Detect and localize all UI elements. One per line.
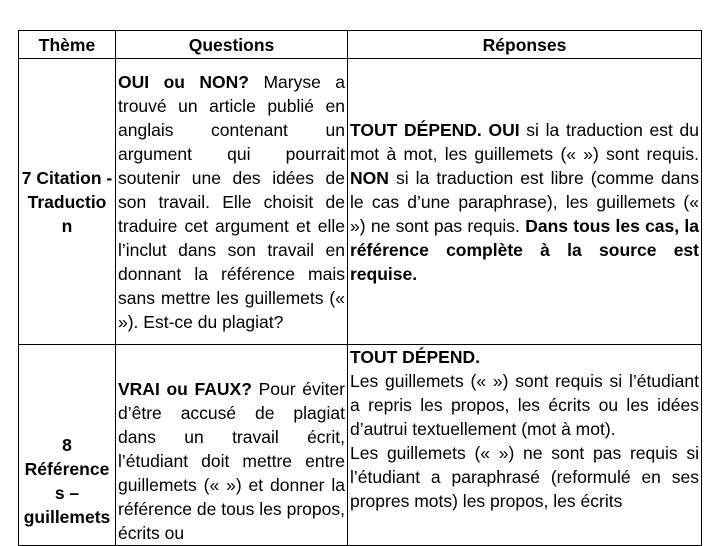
theme-cell: 7 Citation - Traductio n (19, 59, 116, 345)
answer-bold-2: NON (350, 167, 389, 188)
answer-wrap (350, 345, 699, 545)
question-cell (116, 59, 348, 345)
header-row (19, 31, 702, 59)
answer-cell (348, 345, 702, 546)
question-cell (116, 345, 348, 546)
question-wrap (118, 345, 345, 545)
answer-bold-3: Dans tous les cas, la référence complète à la source est requise. (350, 215, 699, 284)
answer-text-2: Les guillemets (« ») ne sont pas requis si l’étudiant a paraphrasé (reformulé en ses propres mots) les propos, les écrits (350, 443, 699, 511)
answer-bold-1: TOUT DÉPEND. OUI (350, 119, 520, 140)
question-lead: VRAI ou FAUX? (118, 379, 252, 399)
table-row (19, 59, 702, 345)
theme-cell (19, 345, 116, 546)
answer-heading: TOUT DÉPEND. (350, 347, 480, 367)
header-theme: Thème (19, 31, 116, 59)
answer-text-1: si la traduction est du mot à mot, les guillemets (« ») sont requis. (350, 119, 699, 164)
header-questions: Questions (116, 31, 348, 59)
answer-cell (348, 59, 702, 345)
answer-text-2: si la traduction est libre (comme dans le cas d’une paraphrase), les guillemets (« ») ne sont pas requis. (350, 167, 699, 236)
question-lead: OUI ou NON? (118, 71, 249, 92)
question-text: Pour éviter d’être accusé de plagiat dans un travail écrit, l’étudiant doit mettre entre guillemets (« ») et donner la référence de tous les propos, écrits ou (118, 379, 345, 543)
question-text: Maryse a trouvé un article publié en anglais contenant un argument qui pourrait soutenir une des idées de son travail. Elle choisit de traduire cet argument et elle l’inclut dans son travail en donnant la référence mais sans mettre les guillemets (« »). Est-ce du plagiat? (118, 71, 345, 332)
answer-text-1: Les guillemets (« ») sont requis si l’étudiant a repris les propos, les écrits ou les idées d’autrui textuellement (mot à mot). (350, 371, 699, 439)
table-row (19, 345, 702, 546)
faq-table (18, 30, 702, 546)
header-answers: Réponses (348, 31, 702, 59)
theme-text: 8 Référence s – guillemets (23, 435, 111, 527)
